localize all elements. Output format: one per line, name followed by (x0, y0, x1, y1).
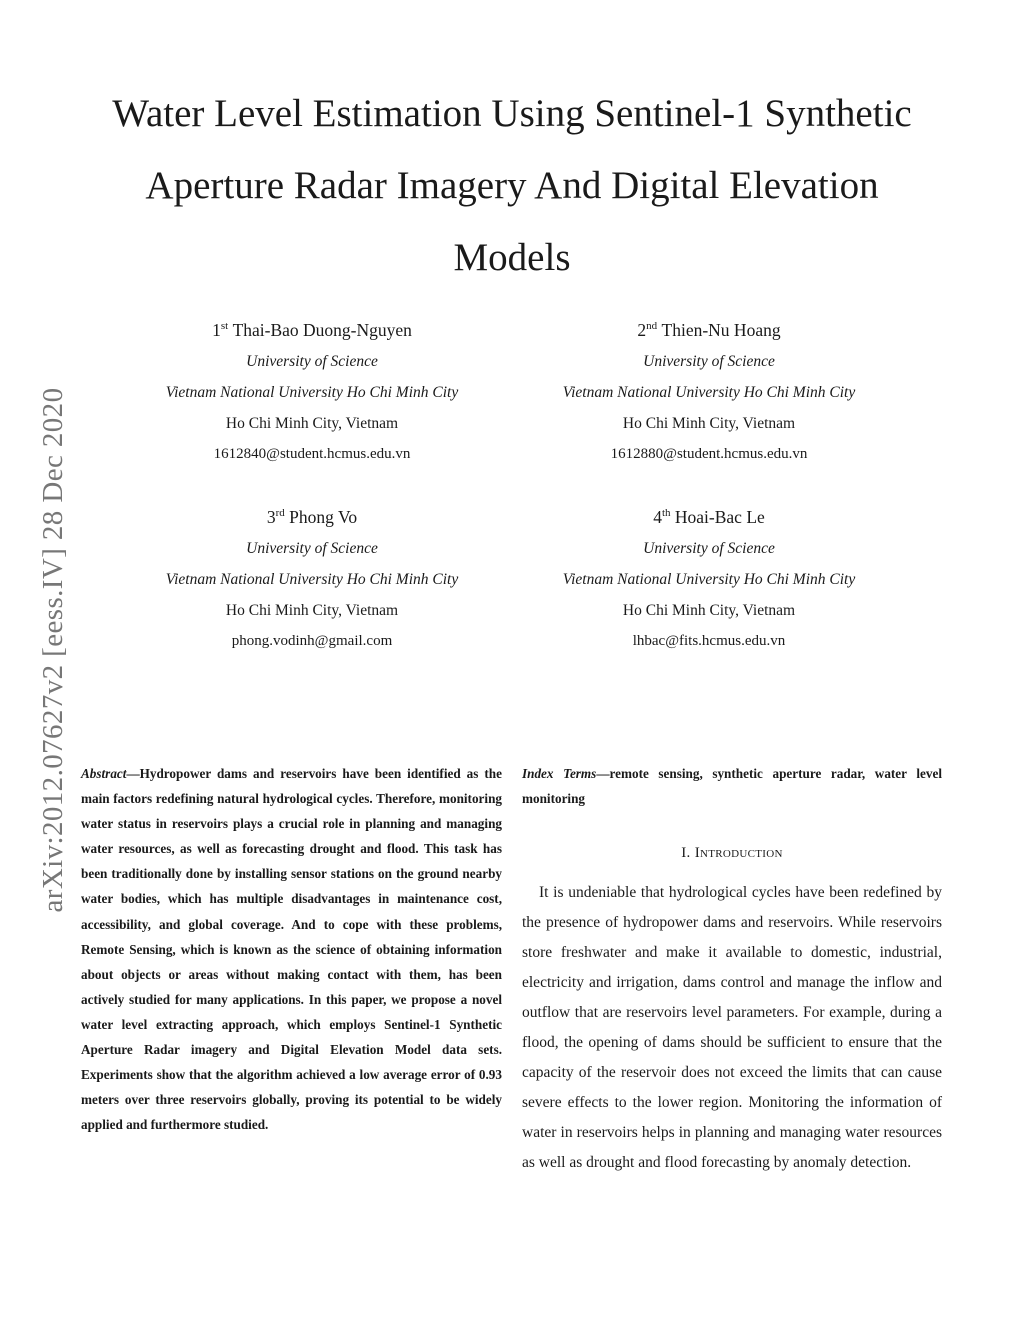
abstract-text: Hydropower dams and reservoirs have been identified as the main factors redefining natural hydrological cycles. Therefore, monitoring water status in reservoirs plays a crucial role in planning and managing water resources, as well as forecasting drought and flood. This task has been traditionally done by installing sensor stations on the ground nearby water bodies, which has multiple disadvantages in maintenance cost, accessibility, and global coverage. And to cope with these problems, Remote Sensing, which is known as the science of obtaining information about objects or areas without making contact with them, has been actively studied for many applications. In this paper, we propose a novel water level extracting approach, which employs Sentinel-1 Synthetic Aperture Radar imagery and Digital Elevation Model data sets. Experiments show that the algorithm achieved a low average error of 0.93 meters over three reservoirs globally, proving its potential to be widely applied and furthermore studied. (81, 766, 502, 1133)
section-title: Introduction (694, 845, 783, 861)
author-university: Vietnam National University Ho Chi Minh City (562, 571, 856, 588)
author-university: Vietnam National University Ho Chi Minh City (165, 571, 459, 588)
author-ordinal-suffix: st (220, 320, 229, 332)
author-ordinal: 3 (266, 507, 276, 527)
author-name-line (499, 502, 919, 533)
author-affiliation: University of Science (643, 353, 775, 370)
author-name-line (499, 315, 919, 346)
author-block (102, 502, 522, 657)
author-ordinal-suffix: th (661, 507, 671, 519)
index-terms-text: remote sensing, synthetic aperture radar, water level monitoring (522, 766, 942, 807)
section-number: I. (681, 845, 691, 861)
author-location: Ho Chi Minh City, Vietnam (622, 602, 796, 619)
author-name: Hoai-Bac Le (674, 507, 765, 527)
author-ordinal: 2 (637, 320, 647, 340)
author-name: Thai-Bao Duong-Nguyen (232, 320, 412, 340)
author-block (499, 315, 919, 470)
author-email: 1612880@student.hcmus.edu.vn (610, 446, 808, 462)
author-location: Ho Chi Minh City, Vietnam (225, 415, 399, 432)
abstract (81, 761, 502, 1137)
arxiv-identifier: arXiv:2012.07627v2 [eess.IV] 28 Dec 2020 (37, 387, 69, 913)
author-ordinal-suffix: nd (646, 320, 658, 332)
index-terms-dash: — (596, 766, 610, 781)
abstract-dash: — (126, 766, 140, 781)
author-affiliation: University of Science (643, 540, 775, 557)
author-email: 1612840@student.hcmus.edu.vn (213, 446, 411, 462)
author-location: Ho Chi Minh City, Vietnam (622, 415, 796, 432)
index-terms (522, 761, 942, 811)
section-heading (522, 840, 942, 866)
author-email: lhbac@fits.hcmus.edu.vn (632, 633, 786, 649)
author-block (499, 502, 919, 657)
author-ordinal: 1 (212, 320, 221, 340)
author-ordinal: 4 (653, 507, 662, 527)
introduction-paragraph: It is undeniable that hydrological cycles have been redefined by the presence of hydropower dams and reservoirs. While reservoirs store freshwater and make it available to domestic, industrial, electricity and irrigation, dams control and manage the inflow and outflow that are reservoirs level parameters. For example, during a flood, the opening of dams should be sufficient to ensure that the capacity of the reservoir does not exceed the limits that can cause severe effects to the lower region. Monitoring the information of water in reservoirs helps in planning and managing water resources as well as drought and flood forecasting by anomaly detection. (522, 884, 942, 1171)
author-location: Ho Chi Minh City, Vietnam (225, 602, 399, 619)
abstract-label: Abstract (81, 766, 127, 781)
author-university: Vietnam National University Ho Chi Minh City (165, 384, 459, 401)
author-block (102, 315, 522, 470)
author-name: Phong Vo (289, 507, 358, 527)
author-university: Vietnam National University Ho Chi Minh City (562, 384, 856, 401)
paper-title: Water Level Estimation Using Sentinel-1 Synthetic Aperture Radar Imagery And Digital Elevation Models (112, 92, 912, 279)
author-name: Thien-Nu Hoang (661, 320, 781, 340)
author-name-line (102, 315, 522, 346)
author-email: phong.vodinh@gmail.com (231, 633, 393, 649)
author-affiliation: University of Science (246, 540, 378, 557)
author-name-line (102, 502, 522, 533)
author-ordinal-suffix: rd (275, 507, 285, 519)
author-affiliation: University of Science (246, 353, 378, 370)
index-terms-label: Index Terms (522, 766, 597, 781)
